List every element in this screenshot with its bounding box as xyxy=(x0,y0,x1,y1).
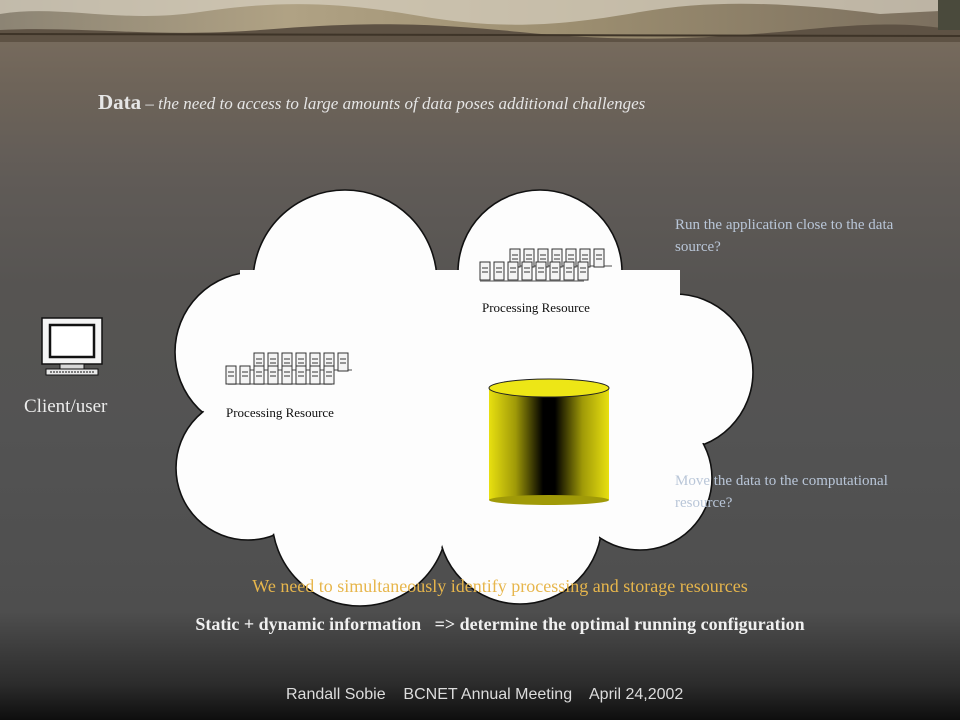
client-user-label: Client/user xyxy=(24,396,108,417)
note-run-close-to-data: Run the application close to the data source? xyxy=(675,217,894,255)
slide-title-main: Data xyxy=(98,90,142,114)
storage-cylinder-icon xyxy=(489,379,609,505)
footer-text: Randall Sobie BCNET Annual Meeting April 24,2002 xyxy=(286,686,684,703)
processing-resource-label-1: Processing Resource xyxy=(482,300,590,315)
note-move-data: Move the data to the computational resource? xyxy=(675,473,888,511)
conclusion-line-1: We need to simultaneously identify processing and storage resources xyxy=(252,576,748,596)
slide-title-subtitle: – the need to access to large amounts of data poses additional challenges xyxy=(141,94,646,113)
conclusion-line-2: Static + dynamic information => determine the optimal running configuration xyxy=(195,614,805,634)
computer-icon xyxy=(42,318,102,375)
processing-resource-label-2: Processing Resource xyxy=(226,405,334,420)
